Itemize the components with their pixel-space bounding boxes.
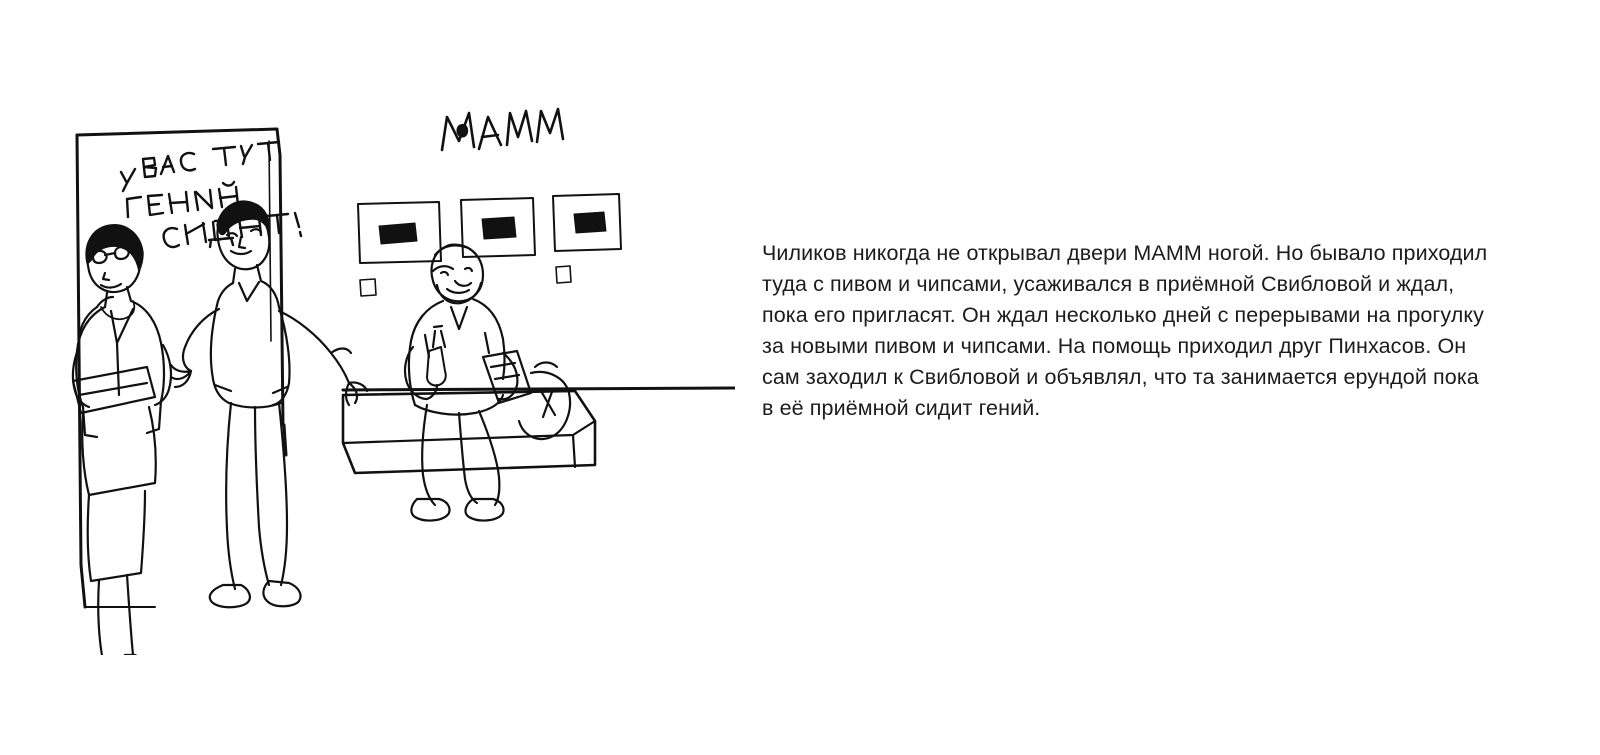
framed-picture-1 xyxy=(358,202,441,296)
illustration-figure xyxy=(55,95,735,655)
man-gesturing xyxy=(171,201,367,607)
caption-block xyxy=(762,238,1492,424)
door-graffiti xyxy=(121,142,301,247)
seated-man-with-beer xyxy=(405,245,570,521)
woman-with-folder xyxy=(73,225,171,655)
mamm-sign xyxy=(442,109,563,150)
caption-text: Чиликов никогда не открывал двери МАММ ногой. Но бывало приходил туда с пивом и чипсами, усаживался в приёмной Свибловой и ждал, пока его пригласят. Он ждал несколько дней с перерывами на прогулку за новыми пивом и чипсами. На помощь приходил друг Пинхасов. Он сам заходил к Свибловой и объявлял, что та занимается ерундой пока в её приёмной сидит гений. xyxy=(762,241,1488,420)
door xyxy=(77,129,286,607)
wall-base-line xyxy=(343,388,735,390)
framed-picture-3 xyxy=(553,194,621,283)
framed-picture-2 xyxy=(461,198,535,257)
